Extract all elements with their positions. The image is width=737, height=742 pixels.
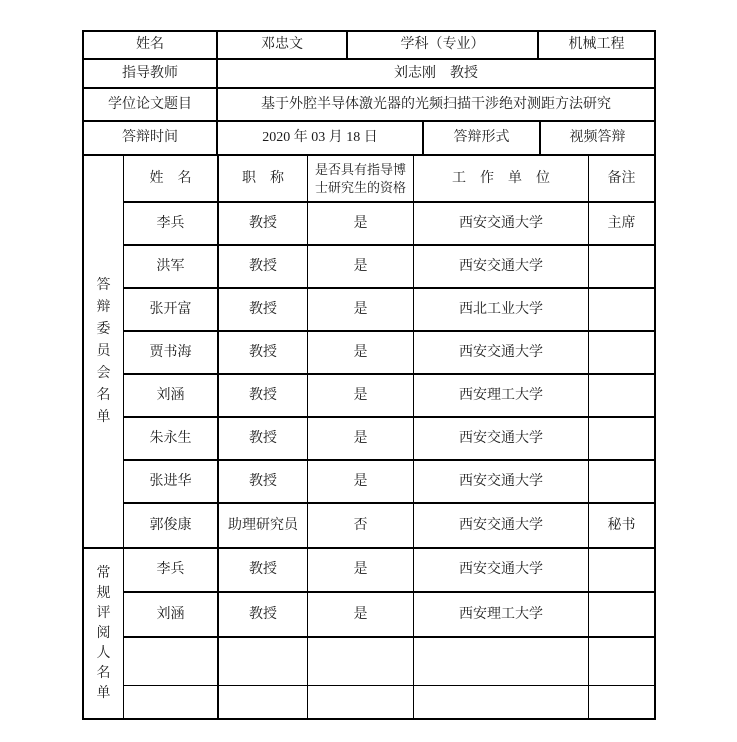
committee-row bbox=[124, 246, 654, 289]
member-qualified: 是 bbox=[308, 246, 414, 287]
member-name: 郭俊康 bbox=[124, 504, 219, 547]
reviewer-remark bbox=[589, 593, 654, 636]
member-workplace: 西安交通大学 bbox=[414, 504, 589, 547]
major-value: 机械工程 bbox=[568, 37, 625, 53]
member-qualified: 是 bbox=[308, 332, 414, 373]
reviewer-remark bbox=[589, 549, 654, 591]
member-title: 教授 bbox=[219, 332, 308, 373]
defense-form-value: 视频答辩 bbox=[569, 130, 626, 146]
member-remark: 主席 bbox=[607, 215, 636, 231]
reviewer-workplace bbox=[414, 638, 589, 685]
committee-section bbox=[84, 156, 654, 549]
col-header-workplace: 工 作 单 位 bbox=[414, 156, 589, 201]
info-row-defense bbox=[84, 122, 654, 156]
info-row-advisor bbox=[84, 60, 654, 89]
defense-form-label: 答辩形式 bbox=[424, 122, 541, 154]
reviewer-title bbox=[219, 638, 308, 685]
reviewer-row bbox=[124, 549, 654, 593]
reviewer-row bbox=[124, 686, 654, 718]
reviewers-table bbox=[124, 549, 654, 718]
committee-row bbox=[124, 203, 654, 246]
member-workplace: 西安交通大学 bbox=[414, 332, 589, 373]
reviewer-remark bbox=[589, 686, 654, 718]
phd-qualification-text: 是否具有指导博士研究生的资格 bbox=[314, 161, 406, 195]
member-title: 教授 bbox=[219, 203, 308, 244]
reviewer-name bbox=[124, 686, 219, 718]
name-label: 姓名 bbox=[84, 32, 218, 58]
reviewers-section-label: 常规评阅人名单 bbox=[96, 565, 111, 701]
member-title: 教授 bbox=[219, 289, 308, 330]
member-remark: 秘书 bbox=[607, 517, 636, 533]
member-qualified: 否 bbox=[308, 504, 414, 547]
member-qualified: 是 bbox=[308, 461, 414, 502]
member-remark bbox=[589, 375, 654, 416]
defense-time-label: 答辩时间 bbox=[84, 122, 218, 154]
member-name: 洪军 bbox=[124, 246, 219, 287]
committee-row bbox=[124, 504, 654, 547]
reviewer-title: 教授 bbox=[219, 549, 308, 591]
member-qualified: 是 bbox=[308, 203, 414, 244]
reviewer-name bbox=[124, 638, 219, 685]
col-header-title: 职 称 bbox=[219, 156, 308, 201]
reviewer-workplace: 西安理工大学 bbox=[414, 593, 589, 636]
member-title: 教授 bbox=[219, 418, 308, 459]
major-label: 学科（专业） bbox=[348, 32, 539, 58]
member-title: 教授 bbox=[219, 375, 308, 416]
member-name: 李兵 bbox=[124, 203, 219, 244]
committee-section-label-cell bbox=[84, 156, 124, 547]
committee-row bbox=[124, 375, 654, 418]
member-name: 朱永生 bbox=[124, 418, 219, 459]
member-remark bbox=[589, 246, 654, 287]
member-remark bbox=[589, 418, 654, 459]
member-qualified: 是 bbox=[308, 418, 414, 459]
col-header-name: 姓 名 bbox=[124, 156, 219, 201]
reviewer-name: 李兵 bbox=[124, 549, 219, 591]
member-title: 教授 bbox=[219, 246, 308, 287]
committee-row bbox=[124, 461, 654, 504]
member-name: 张进华 bbox=[124, 461, 219, 502]
member-name: 贾书海 bbox=[124, 332, 219, 373]
advisor-label: 指导教师 bbox=[84, 60, 218, 87]
defense-time-value: 2020 年 03 月 18 日 bbox=[218, 122, 424, 154]
col-header-phd-qualification bbox=[308, 156, 414, 201]
info-row-name bbox=[84, 32, 654, 60]
thesis-title-value: 基于外腔半导体激光器的光频扫描干涉绝对测距方法研究 bbox=[261, 96, 611, 112]
committee-section-label: 答辩委员会名单 bbox=[96, 277, 111, 425]
reviewer-qualified: 是 bbox=[308, 549, 414, 591]
member-remark bbox=[589, 332, 654, 373]
name-value: 邓忠文 bbox=[218, 32, 348, 58]
member-workplace: 西安理工大学 bbox=[414, 375, 589, 416]
committee-header-row bbox=[124, 156, 654, 203]
reviewer-qualified bbox=[308, 638, 414, 685]
member-remark bbox=[589, 461, 654, 502]
reviewer-row bbox=[124, 593, 654, 638]
member-qualified: 是 bbox=[308, 289, 414, 330]
reviewer-row bbox=[124, 638, 654, 686]
member-workplace: 西安交通大学 bbox=[414, 203, 589, 244]
member-qualified: 是 bbox=[308, 375, 414, 416]
member-workplace: 西安交通大学 bbox=[414, 461, 589, 502]
reviewer-title: 教授 bbox=[219, 593, 308, 636]
member-workplace: 西安交通大学 bbox=[414, 246, 589, 287]
member-name: 刘涵 bbox=[124, 375, 219, 416]
col-header-remark: 备注 bbox=[607, 170, 636, 186]
member-name: 张开富 bbox=[124, 289, 219, 330]
reviewer-workplace bbox=[414, 686, 589, 718]
member-remark bbox=[589, 289, 654, 330]
reviewer-title bbox=[219, 686, 308, 718]
committee-table bbox=[124, 156, 654, 547]
member-workplace: 西安交通大学 bbox=[414, 418, 589, 459]
reviewer-workplace: 西安交通大学 bbox=[414, 549, 589, 591]
advisor-value: 刘志刚 教授 bbox=[394, 65, 478, 81]
reviewer-qualified: 是 bbox=[308, 593, 414, 636]
member-title: 助理研究员 bbox=[219, 504, 308, 547]
member-workplace: 西北工业大学 bbox=[414, 289, 589, 330]
reviewers-section bbox=[84, 549, 654, 718]
reviewers-section-label-cell bbox=[84, 549, 124, 718]
committee-row bbox=[124, 332, 654, 375]
committee-row bbox=[124, 418, 654, 461]
defense-info-form bbox=[82, 30, 656, 720]
thesis-title-label: 学位论文题目 bbox=[84, 89, 218, 120]
reviewer-remark bbox=[589, 638, 654, 685]
info-row-thesis bbox=[84, 89, 654, 122]
member-title: 教授 bbox=[219, 461, 308, 502]
reviewer-qualified bbox=[308, 686, 414, 718]
reviewer-name: 刘涵 bbox=[124, 593, 219, 636]
committee-row bbox=[124, 289, 654, 332]
